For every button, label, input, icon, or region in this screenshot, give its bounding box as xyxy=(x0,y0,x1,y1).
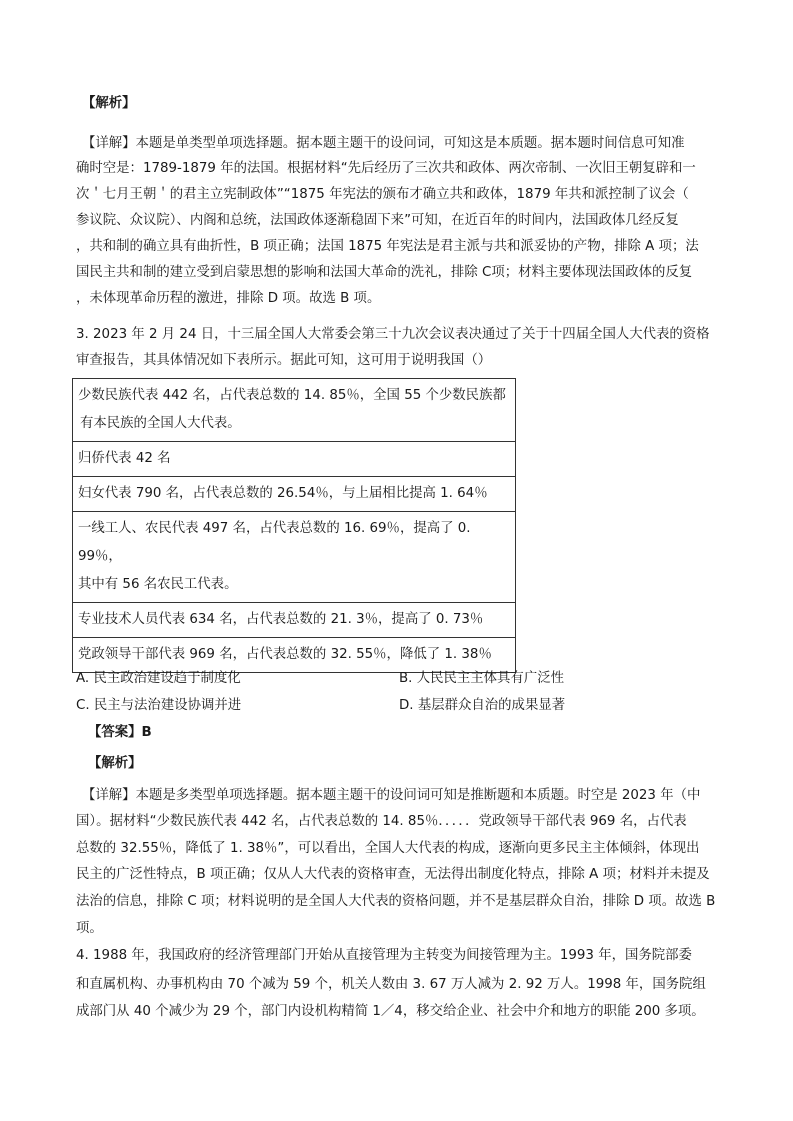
table-cell-line: 党政领导干部代表 969 名，占代表总数的 32. 55％，降低了 1. 38％ xyxy=(78,647,492,662)
table-row xyxy=(73,477,516,512)
option-c: C. 民主与法治建设协调并进 xyxy=(76,698,242,713)
table-row xyxy=(73,638,516,673)
analysis-line: ，共和制的确立具有曲折性，B 项正确；法国 1875 年宪法是君主派与共和派妥协的产物，排除 A 项；法 xyxy=(76,239,699,254)
analysis-line: 民主的广泛性特点，B 项正确；仅从人大代表的资格审查，无法得出制度化特点，排除 A 项；材料并未提及 xyxy=(76,867,710,882)
table-row xyxy=(73,512,516,603)
representatives-table xyxy=(72,378,516,673)
question-3-stem: 审查报告，其具体情况如下表所示。据此可知，这可用于说明我国（） xyxy=(76,353,492,368)
analysis-line: 次＇七月王朝＇的君主立宪制政体”“1875 年宪法的颁布才确立共和政体，1879 年共和派控制了议会（ xyxy=(76,187,689,202)
table-row xyxy=(73,603,516,638)
table-row xyxy=(73,442,516,477)
analysis-line: 国民主共和制的建立受到启蒙思想的影响和法国大革命的洗礼，排除 C项；材料主要体现法国政体的反复 xyxy=(76,265,693,280)
table-cell-line: 其中有 56 名农民工代表。 xyxy=(78,577,238,592)
analysis-line: ，未体现革命历程的激进，排除 D 项。故选 B 项。 xyxy=(76,291,381,306)
analysis-line: 项。 xyxy=(76,921,103,936)
question-3-stem: 3. 2023 年 2 月 24 日，十三届全国人大常委会第三十九次会议表决通过了关于十四届全国人大代表的资格 xyxy=(76,327,710,342)
option-b: B. 人民民主主体具有广泛性 xyxy=(399,671,564,686)
question-4-stem: 和直属机构、办事机构由 70 个减为 59 个，机关人数由 3. 67 万人减为 2. 92 万人。1998 年，国务院组 xyxy=(76,977,706,992)
table-cell-line: 少数民族代表 442 名，占代表总数的 14. 85％，全国 55 个少数民族都 xyxy=(78,388,506,403)
option-d: D. 基层群众自治的成果显著 xyxy=(399,698,566,713)
analysis-label: 【解析】 xyxy=(82,96,136,111)
analysis-label: 【解析】 xyxy=(88,756,142,771)
table-cell-line: 专业技术人员代表 634 名，占代表总数的 21. 3％，提高了 0. 73％ xyxy=(78,612,484,627)
analysis-line: 总数的 32.55％，降低了 1. 38％”，可以看出，全国人大代表的构成，逐渐向更多民主主体倾斜，体现出 xyxy=(76,841,700,856)
table-cell-line: 一线工人、农民代表 497 名，占代表总数的 16. 69％，提高了 0. 99％， xyxy=(78,521,471,564)
question-4-stem: 成部门从 40 个减少为 29 个，部门内设机构精简 1／4，移交给企业、社会中介和地方的职能 200 多项。 xyxy=(76,1004,705,1019)
answer-label: 【答案】B xyxy=(88,725,152,740)
analysis-line: 【详解】本题是多类型单项选择题。据本题主题干的设问词可知是推断题和本质题。时空是 2023 年（中 xyxy=(82,788,701,803)
table-row xyxy=(73,379,516,442)
analysis-line: 法治的信息，排除 C 项；材料说明的是全国人大代表的资格问题，并不是基层群众自治，排除 D 项。故选 B xyxy=(76,894,716,909)
option-a: A. 民主政治建设趋于制度化 xyxy=(76,671,241,686)
question-4-stem: 4. 1988 年，我国政府的经济管理部门开始从直接管理为主转变为间接管理为主。1993 年，国务院部委 xyxy=(76,948,692,963)
analysis-line: 参议院、众议院）、内阁和总统，法国政体逐渐稳固下来”可知，在近百年的时间内，法国政体几经反复 xyxy=(76,213,679,228)
analysis-line: 【详解】本题是单类型单项选择题。据本题主题干的设问词，可知这是本质题。据本题时间信息可知准 xyxy=(82,136,685,151)
analysis-line: 确时空是：1789-1879 年的法国。根据材料“先后经历了三次共和政体、两次帝制、一次旧王朝复辟和一 xyxy=(76,161,696,176)
table-cell-line: 妇女代表 790 名，占代表总数的 26.54％，与上届相比提高 1. 64％ xyxy=(78,486,488,501)
table-cell-line: 有本民族的全国人大代表。 xyxy=(80,416,241,431)
analysis-line: 国）。据材料“少数民族代表 442 名，占代表总数的 14. 85％．．．．．党政领导干部代表 969 名，占代表 xyxy=(76,814,687,829)
table-cell-line: 归侨代表 42 名 xyxy=(78,451,171,466)
